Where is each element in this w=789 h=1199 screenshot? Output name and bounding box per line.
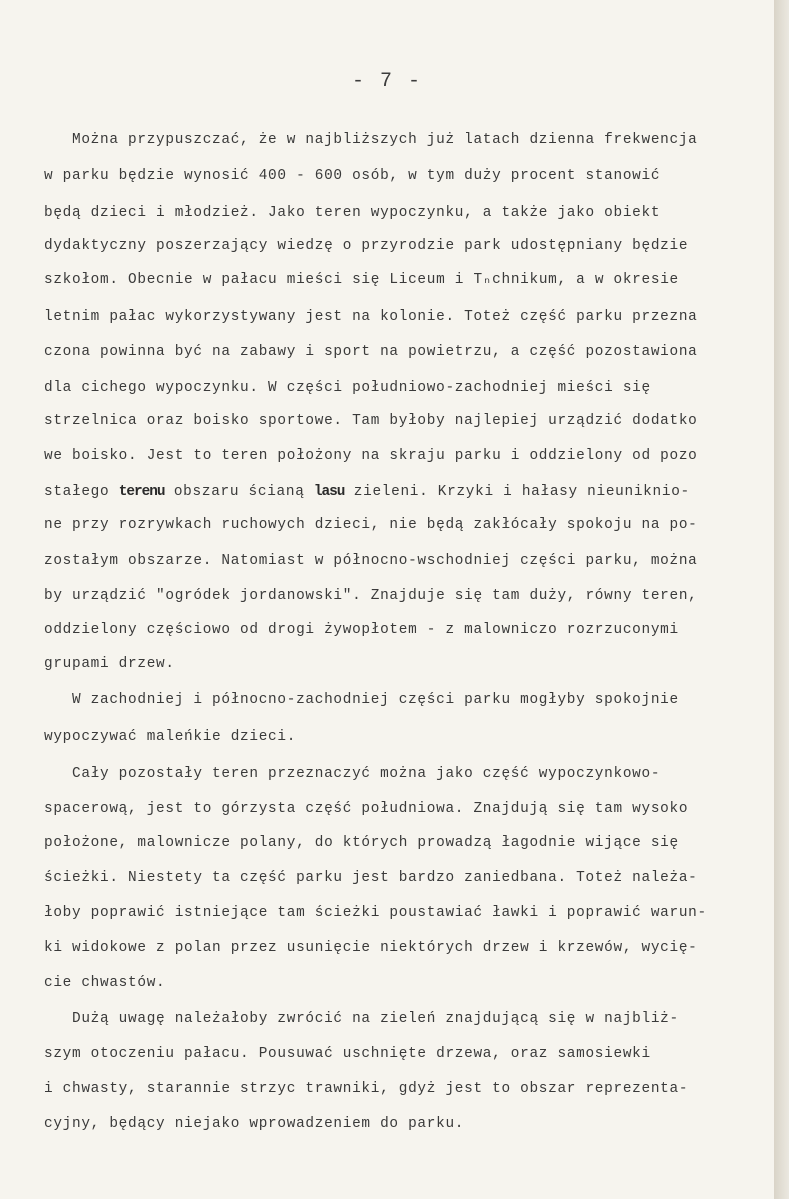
text-line: szym otoczeniu pałacu. Pousuwać uschnięte drzewa, oraz samosiewki: [44, 1046, 651, 1062]
text-line: cie chwastów.: [44, 975, 166, 991]
text-line: ki widokowe z polan przez usunięcie niektórych drzew i krzewów, wycię-: [44, 940, 698, 956]
text-line: W zachodniej i północno-zachodniej części parku mogłyby spokojnie: [44, 692, 679, 708]
text-line: ścieżki. Niestety ta część parku jest bardzo zaniedbana. Toteż należa-: [44, 870, 698, 886]
text-line: Cały pozostały teren przeznaczyć można jako część wypoczynkowo-: [44, 766, 661, 782]
struck-out-word: terenu: [118, 484, 165, 500]
page-number: - 7 -: [351, 70, 422, 93]
text-line: Dużą uwagę należałoby zwrócić na zieleń znajdującą się w najbliż-: [44, 1011, 679, 1027]
text-line: letnim pałac wykorzystywany jest na kolonie. Toteż część parku przezna: [44, 309, 698, 325]
text-line: strzelnica oraz boisko sportowe. Tam byłoby najlepiej urządzić dodatko: [44, 413, 698, 429]
text-line: dla cichego wypoczynku. W części południowo-zachodniej mieści się: [44, 380, 651, 396]
struck-out-word: lasu: [313, 484, 345, 500]
text-line: by urządzić "ogródek jordanowski". Znajduje się tam duży, równy teren,: [44, 588, 698, 604]
text-line: szkołom. Obecnie w pałacu mieści się Liceum i Tₙchnikum, a w okresie: [44, 272, 679, 288]
text-line: w parku będzie wynosić 400 - 600 osób, w tym duży procent stanowić: [44, 168, 661, 184]
text-line: zostałym obszarze. Natomiast w północno-wschodniej części parku, można: [44, 553, 698, 569]
text-line: będą dzieci i młodzież. Jako teren wypoczynku, a także jako obiekt: [44, 205, 661, 221]
text-fragment: obszaru ścianą: [164, 484, 314, 500]
text-line: we boisko. Jest to teren położony na skraju parku i oddzielony od pozo: [44, 448, 698, 464]
text-fragment: zieleni. Krzyki i hałasy nieuniknio-: [344, 484, 690, 500]
text-line: grupami drzew.: [44, 656, 175, 672]
text-line: oddzielony częściowo od drogi żywopłotem - z malowniczo rozrzuconymi: [44, 622, 679, 638]
text-line: spacerową, jest to górzysta część południowa. Znajdują się tam wysoko: [44, 801, 689, 817]
text-line-with-strikeouts: [44, 482, 784, 502]
text-line: wypoczywać maleńkie dzieci.: [44, 729, 297, 745]
text-fragment: stałego: [44, 484, 119, 500]
text-line: i chwasty, starannie strzyc trawniki, gdyż jest to obszar reprezenta-: [44, 1081, 689, 1097]
text-line: łoby poprawić istniejące tam ścieżki poustawiać ławki i poprawić warun-: [44, 905, 707, 921]
text-line: cyjny, będący niejako wprowadzeniem do parku.: [44, 1116, 465, 1132]
text-line: dydaktyczny poszerzający wiedzę o przyrodzie park udostępniany będzie: [44, 238, 689, 254]
text-line: ne przy rozrywkach ruchowych dzieci, nie będą zakłócały spokoju na po-: [44, 517, 698, 533]
text-line: Można przypuszczać, że w najbliższych już latach dzienna frekwencja: [44, 132, 698, 148]
text-line: czona powinna być na zabawy i sport na powietrzu, a część pozostawiona: [44, 344, 698, 360]
text-line: położone, malownicze polany, do których prowadzą łagodnie wijące się: [44, 835, 679, 851]
